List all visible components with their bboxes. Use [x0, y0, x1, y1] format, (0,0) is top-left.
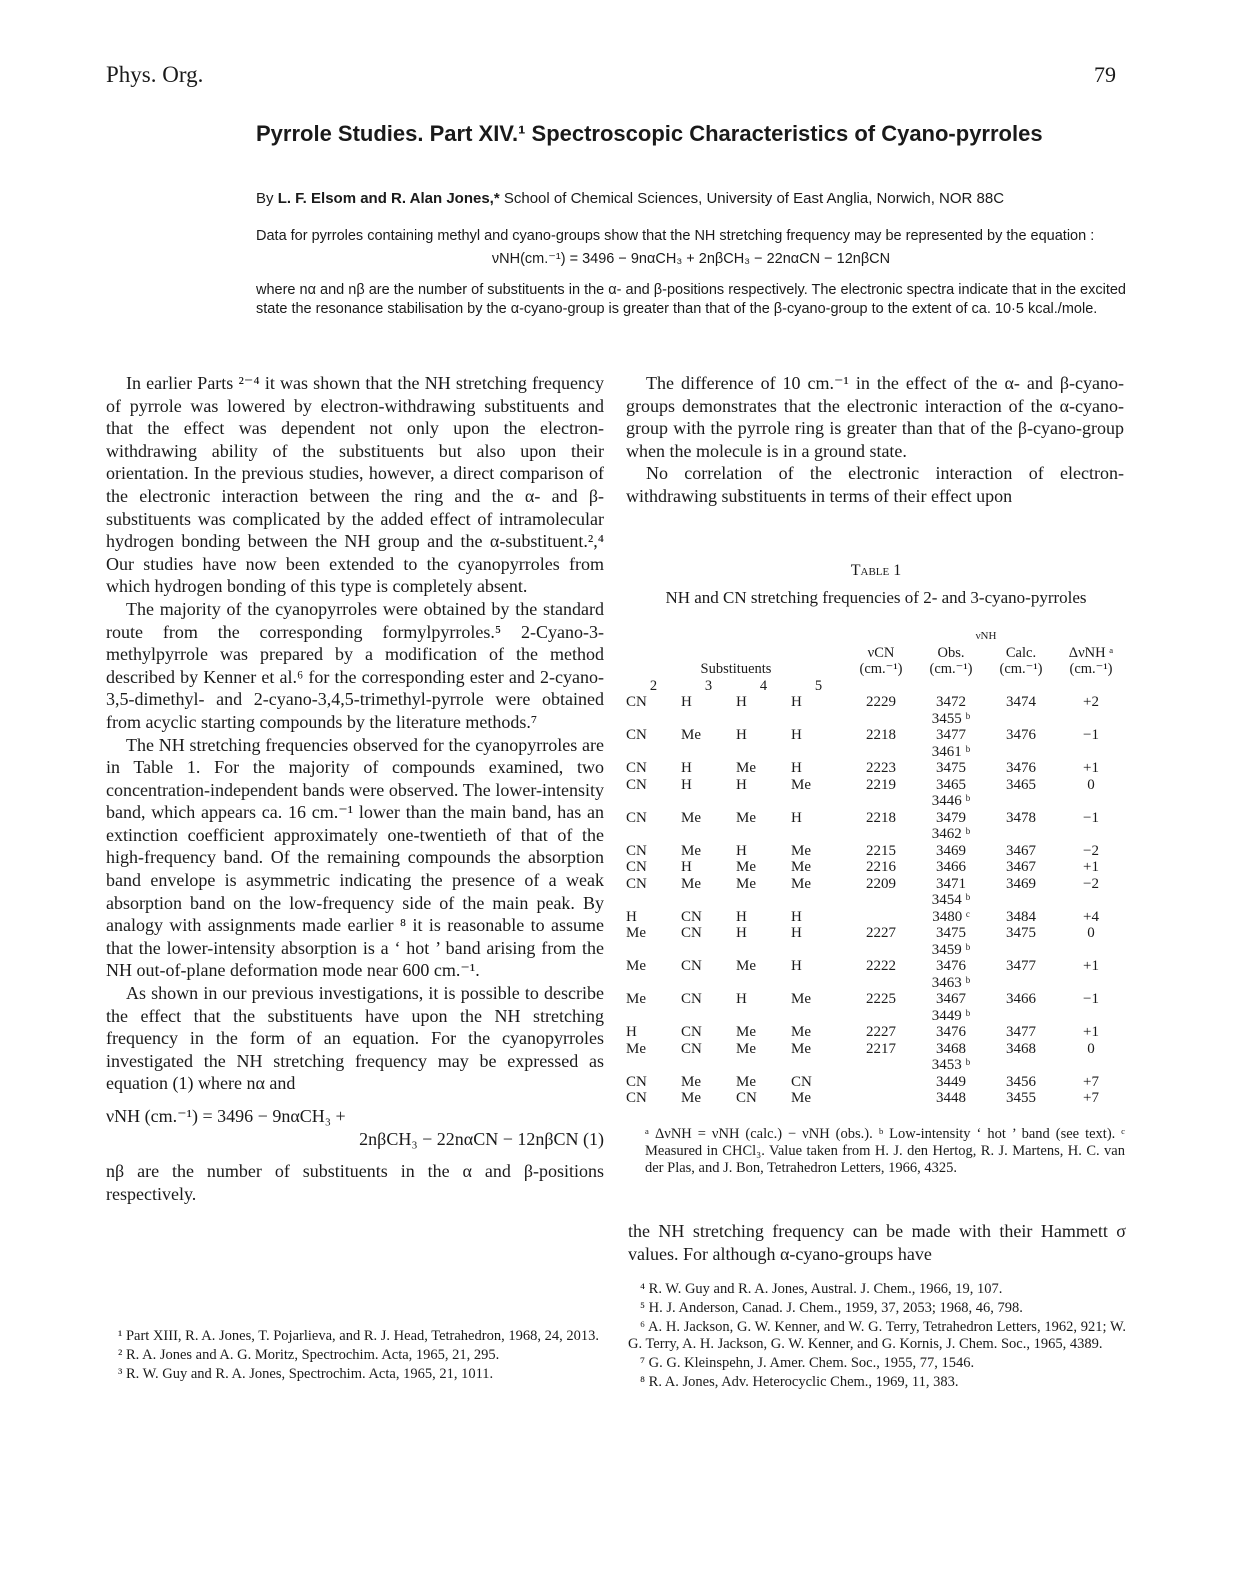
obs-hot-band: 3454 ᵇ [931, 892, 971, 908]
cell-pos-5: Me [791, 1090, 811, 1106]
cell-pos-3: Me [681, 727, 701, 743]
cell-obs [916, 1074, 986, 1091]
cell-pos-2: Me [626, 1040, 646, 1057]
cell-pos-2: CN [626, 694, 647, 710]
cell-vcn: 2227 [866, 1024, 896, 1040]
obs-hot-band: 3461 ᵇ [931, 743, 971, 760]
table-row [626, 1024, 1126, 1041]
obs-main: 3468 [936, 1040, 966, 1057]
cell-pos-3: Me [681, 842, 701, 859]
cell-vcn: 2218 [866, 727, 896, 743]
cell-obs [916, 1024, 986, 1041]
cell-pos-2: CN [626, 875, 647, 892]
right-column-lower [628, 1220, 1126, 1265]
table-row [626, 909, 1126, 926]
table-label: Table 1 [850, 562, 902, 579]
table-row [626, 1090, 1126, 1107]
body-paragraph-1: In earlier Parts ²⁻⁴ it was shown that the NH stretching frequency of pyrrole was lowered by electron-withdrawing substituents and that the effect was dependent not only upon the electron-withdrawing ability of the substituents but also upon their orientation. In the previous studies, however, a direct comparison of the electronic interaction between the ring and the α- and β-substituents was complicated by the added effect of intramolecular hydrogen bonding between the NH group and the α-substituent.²,⁴ Our studies have now been extended to the cyanopyrroles from which hydrogen bonding of this type is completely absent. [106, 373, 604, 597]
cell-pos-5: Me [791, 859, 811, 875]
cell-pos-3: Me [681, 1073, 701, 1090]
footnote-5: ⁵ H. J. Anderson, Canad. J. Chem., 1959, 37, 2053; 1968, 46, 798. [640, 1300, 1023, 1316]
obs-main: 3467 [936, 991, 966, 1007]
cell-delta: +7 [1083, 1073, 1099, 1090]
cell-calc: 3468 [1006, 1040, 1036, 1057]
obs-main: 3471 [936, 875, 966, 892]
cell-calc: 3484 [1006, 908, 1036, 925]
cell-pos-5: Me [791, 1024, 811, 1040]
byline-prefix: By [256, 190, 274, 207]
cell-delta: 0 [1087, 1040, 1095, 1057]
cell-vcn [846, 1074, 916, 1091]
cell-pos-5: Me [791, 842, 811, 859]
obs-hot-band: 3455 ᵇ [931, 710, 971, 727]
cell-pos-5: H [791, 809, 802, 826]
cell-pos-2: CN [626, 760, 647, 776]
obs-main: 3480 ᶜ [932, 908, 970, 925]
header-unit-obs: (cm.⁻¹) [929, 661, 973, 677]
table-row [626, 1041, 1126, 1074]
cell-calc: 3478 [1006, 809, 1036, 826]
footnotes-left [106, 1328, 604, 1385]
body-paragraph-2: The majority of the cyanopyrroles were obtained by the standard route from the corresponding formylpyrroles.⁵ 2-Cyano-3-methylpyrrole was prepared by a modification of the method described by Kenner et al.⁶ for the corresponding ester and 2-cyano-3,5-dimethyl- and 2-cyano-3,4,5-trimethyl-pyrrole were obtained from acyclic starting compounds by the literature methods.⁷ [106, 598, 604, 732]
cell-pos-4: H [736, 908, 747, 925]
cell-calc: 3476 [1006, 727, 1036, 743]
cell-pos-4: Me [736, 809, 756, 826]
cell-obs [916, 925, 986, 958]
header-pos-4: 4 [759, 677, 768, 694]
table-row [626, 777, 1126, 810]
cell-pos-5: CN [791, 1073, 812, 1090]
cell-calc: 3475 [1006, 925, 1036, 941]
cell-calc: 3467 [1006, 842, 1036, 859]
cell-pos-2: CN [626, 776, 647, 793]
header-pos-2: 2 [649, 677, 658, 694]
table-row [626, 810, 1126, 843]
body-paragraph-3: The NH stretching frequencies observed for the cyanopyrroles are in Table 1. For the majority of compounds examined, two concentration-independent bands were observed. The lower-intensity band, which appears ca. 16 cm.⁻¹ lower than the main band, has an extinction coefficient approximately one-twentieth of that of the high-frequency band. Of the remaining compounds the absorption band envelope is asymmetric indicating the presence of a weak absorption band on the low-frequency side of the main peak. By analogy with assignments made earlier ⁸ it is reasonable to assume that the lower-intensity absorption is a ‘ hot ’ band arising from the NH out-of-plane deformation mode near 600 cm.⁻¹. [106, 734, 604, 981]
table-row [626, 925, 1126, 958]
cell-pos-3: H [681, 760, 692, 776]
cell-pos-4: H [736, 776, 747, 793]
cell-vcn: 2223 [866, 760, 896, 776]
table-row [626, 859, 1126, 876]
cell-delta: −1 [1083, 809, 1099, 826]
cell-obs [916, 727, 986, 760]
abstract-part1: Data for pyrroles containing methyl and cyano-groups show that the NH stretching frequency may be represented by the equation : [256, 228, 1095, 244]
cell-calc: 3456 [1006, 1073, 1036, 1090]
abstract-equation: νNH(cm.⁻¹) = 3496 − 9nαCH₃ + 2nβCH₃ − 22nαCN − 12nβCN [491, 251, 891, 267]
authors: L. F. Elsom and R. Alan Jones,* [277, 190, 500, 207]
cell-delta: +1 [1083, 1024, 1099, 1040]
cell-vcn: 2219 [866, 776, 896, 793]
footnote-8: ⁸ R. A. Jones, Adv. Heterocyclic Chem., 1969, 11, 383. [640, 1374, 959, 1390]
cell-pos-5: H [791, 958, 802, 974]
cell-vcn: 2216 [866, 859, 896, 875]
cell-obs [916, 777, 986, 810]
page-number: 79 [1094, 62, 1116, 87]
cell-pos-3: CN [681, 958, 702, 974]
cell-obs [916, 694, 986, 727]
cell-pos-5: Me [791, 875, 811, 892]
cell-delta: −1 [1083, 991, 1099, 1007]
cell-vcn: 2225 [866, 991, 896, 1007]
cell-pos-3: CN [681, 908, 702, 925]
header-unit-vcn: (cm.⁻¹) [859, 661, 903, 677]
cell-delta: +1 [1083, 760, 1099, 776]
cell-pos-5: Me [791, 776, 811, 793]
obs-main: 3472 [936, 694, 966, 710]
obs-main: 3448 [936, 1090, 966, 1106]
header-nh: νNH [975, 630, 997, 642]
cell-vcn: 2222 [866, 958, 896, 974]
cell-calc: 3476 [1006, 760, 1036, 776]
obs-hot-band: 3462 ᵇ [931, 826, 971, 842]
cell-pos-3: Me [681, 1090, 701, 1106]
right-column [626, 372, 1124, 508]
cell-pos-4: Me [736, 1073, 756, 1090]
header-vcn: νCN [867, 644, 895, 661]
obs-main: 3476 [936, 958, 966, 974]
cell-vcn: 2229 [866, 694, 896, 710]
cell-pos-2: Me [626, 991, 646, 1007]
byline [256, 190, 1136, 207]
cell-pos-5: H [791, 925, 802, 941]
cell-delta: 0 [1087, 776, 1095, 793]
obs-main: 3466 [936, 859, 966, 875]
table-row [626, 958, 1126, 991]
header-obs: Obs. [937, 644, 965, 661]
cell-pos-3: Me [681, 809, 701, 826]
obs-hot-band: 3446 ᵇ [931, 793, 971, 809]
table-row [626, 760, 1126, 777]
abstract-part2: where nα and nβ are the number of substituents in the α- and β-positions respectively. The electronic spectra indicate that in the excited state the resonance stabilisation by the α-cyano-group is greater than that of the β-cyano-group to the extent of ca. 10·5 kcal./mole. [256, 282, 1126, 317]
obs-main: 3479 [936, 809, 966, 826]
cell-pos-4: Me [736, 859, 756, 875]
header-unit-delta: (cm.⁻¹) [1069, 661, 1113, 677]
header-pos-3: 3 [704, 677, 713, 694]
cell-calc: 3474 [1006, 694, 1036, 710]
cell-pos-3: H [681, 694, 692, 710]
cell-obs [916, 958, 986, 991]
obs-hot-band: 3449 ᵇ [931, 1007, 971, 1024]
body-paragraph-4: As shown in our previous investigations, it is possible to describe the effect that the substituents have upon the NH stretching frequency in the form of an equation. For the cyanopyrroles investigated the NH stretching frequency may be expressed as equation (1) where nα and [106, 983, 604, 1094]
cell-pos-2: H [626, 1024, 637, 1040]
header-calc: Calc. [1005, 644, 1037, 661]
cell-delta: 0 [1087, 925, 1095, 941]
cell-pos-3: CN [681, 1024, 702, 1040]
cell-calc: 3477 [1006, 1024, 1036, 1040]
affiliation: School of Chemical Sciences, University of East Anglia, Norwich, NOR 88C [503, 190, 1005, 207]
cell-pos-5: Me [791, 991, 811, 1007]
cell-obs [916, 991, 986, 1024]
cell-vcn: 2209 [866, 875, 896, 892]
cell-pos-5: H [791, 908, 802, 925]
cell-pos-4: H [736, 694, 747, 710]
cell-delta: −1 [1083, 727, 1099, 743]
cell-delta: −2 [1083, 875, 1099, 892]
cell-pos-2: Me [626, 925, 646, 941]
cell-obs [916, 843, 986, 860]
cell-vcn: 2218 [866, 809, 896, 826]
cell-pos-4: H [736, 842, 747, 859]
body-right-paragraph-3: the NH stretching frequency can be made with their Hammett σ values. For although α-cyano-groups have [628, 1221, 1126, 1264]
obs-hot-band: 3459 ᵇ [931, 941, 971, 958]
cell-pos-2: CN [626, 727, 647, 743]
table-row [626, 694, 1126, 727]
cell-pos-5: H [791, 727, 802, 743]
table-row [626, 991, 1126, 1024]
table-row [626, 843, 1126, 860]
cell-obs [916, 810, 986, 843]
cell-calc: 3469 [1006, 875, 1036, 892]
table-body [626, 694, 1126, 1107]
obs-main: 3469 [936, 842, 966, 859]
equation-1-line-2: 2nβCH₃ − 22nαCN − 12nβCN (1) [359, 1128, 604, 1149]
cell-obs [916, 909, 986, 926]
cell-delta: −2 [1083, 842, 1099, 859]
header-delta: ΔνNH ᵃ [1068, 644, 1114, 661]
cell-obs [916, 876, 986, 909]
cell-vcn: 2215 [866, 842, 896, 859]
footnotes-right [628, 1281, 1126, 1393]
cell-calc: 3465 [1006, 776, 1036, 793]
cell-calc: 3455 [1006, 1090, 1036, 1106]
cell-vcn: 2217 [866, 1040, 896, 1057]
obs-main: 3477 [936, 727, 966, 743]
cell-pos-2: CN [626, 842, 647, 859]
cell-pos-4: H [736, 991, 747, 1007]
body-right-paragraph-2: No correlation of the electronic interaction of electron-withdrawing substituents in terms of their effect upon [626, 463, 1124, 506]
cell-delta: +2 [1083, 694, 1099, 710]
cell-pos-2: Me [626, 958, 646, 974]
footnote-6: ⁶ A. H. Jackson, G. W. Kenner, and W. G. Terry, Tetrahedron Letters, 1962, 921; W. G. Terry, A. H. Jackson, G. W. Kenner, and G. Kornis, J. Chem. Soc., 1965, 4389. [628, 1319, 1126, 1352]
cell-pos-2: CN [626, 859, 647, 875]
running-head: Phys. Org. [106, 62, 204, 87]
table-row [626, 727, 1126, 760]
footnote-3: ³ R. W. Guy and R. A. Jones, Spectrochim. Acta, 1965, 21, 1011. [118, 1366, 494, 1382]
equation-1-line-1: νNH (cm.⁻¹) = 3496 − 9nαCH₃ + [106, 1106, 346, 1126]
cell-delta: +1 [1083, 958, 1099, 974]
cell-pos-3: CN [681, 925, 702, 941]
cell-delta: +4 [1083, 908, 1099, 925]
cell-pos-3: CN [681, 1040, 702, 1057]
obs-main: 3465 [936, 776, 966, 793]
cell-pos-5: H [791, 694, 802, 710]
footnote-2: ² R. A. Jones and A. G. Moritz, Spectrochim. Acta, 1965, 21, 295. [118, 1347, 500, 1363]
obs-hot-band: 3453 ᵇ [931, 1057, 971, 1073]
cell-calc: 3467 [1006, 859, 1036, 875]
cell-pos-4: H [736, 727, 747, 743]
table-1 [626, 628, 1126, 1107]
cell-pos-4: Me [736, 760, 756, 776]
cell-pos-2: H [626, 908, 637, 925]
body-right-paragraph-1: The difference of 10 cm.⁻¹ in the effect of the α- and β-cyano-groups demonstrates that the electronic interaction of the α-cyano-group with the pyrrole ring is greater than that of the β-cyano-group when the molecule is in a ground state. [626, 373, 1124, 461]
equation-1 [106, 1105, 604, 1150]
cell-obs [916, 1041, 986, 1074]
body-paragraph-5: nβ are the number of substituents in the α and β-positions respectively. [106, 1161, 604, 1204]
left-column [106, 372, 604, 1205]
table-row [626, 876, 1126, 909]
cell-pos-4: Me [736, 875, 756, 892]
cell-pos-2: CN [626, 809, 647, 826]
table-caption: NH and CN stretching frequencies of 2- and 3-cyano-pyrroles [665, 588, 1087, 607]
cell-pos-2: CN [626, 1073, 647, 1090]
cell-delta: +7 [1083, 1090, 1099, 1106]
cell-obs [916, 859, 986, 876]
footnote-1: ¹ Part XIII, R. A. Jones, T. Pojarlieva, and R. J. Head, Tetrahedron, 1968, 24, 2013. [118, 1328, 599, 1344]
obs-main: 3475 [936, 925, 966, 941]
cell-calc: 3466 [1006, 991, 1036, 1007]
header-pos-5: 5 [814, 677, 823, 694]
cell-pos-2: CN [626, 1090, 647, 1106]
cell-pos-4: Me [736, 1040, 756, 1057]
cell-pos-4: Me [736, 1024, 756, 1040]
cell-vcn [846, 909, 916, 926]
cell-pos-4: CN [736, 1090, 757, 1106]
cell-pos-3: CN [681, 991, 702, 1007]
cell-pos-4: Me [736, 958, 756, 974]
table-notes: ᵃ ΔνNH = νNH (calc.) − νNH (obs.). ᵇ Low-intensity ‘ hot ’ band (see text). ᶜ Measured in CHCl₃. Value taken from H. J. den Hertog, R. J. Martens, H. C. van der Plas, and J. Bon, Tetrahedron Letters, 1966, 4325. [645, 1126, 1125, 1176]
table-caption-block [626, 560, 1126, 608]
abstract [256, 227, 1126, 319]
article-title: Pyrrole Studies. Part XIV.¹ Spectroscopic Characteristics of Cyano-pyrroles [256, 121, 1043, 146]
cell-pos-3: Me [681, 875, 701, 892]
table-row [626, 1074, 1126, 1091]
cell-calc: 3477 [1006, 958, 1036, 974]
header-substituents: Substituents [700, 661, 772, 677]
cell-vcn: 2227 [866, 925, 896, 941]
footnote-7: ⁷ G. G. Kleinspehn, J. Amer. Chem. Soc., 1955, 77, 1546. [640, 1355, 975, 1371]
obs-main: 3449 [936, 1073, 966, 1090]
cell-pos-3: H [681, 859, 692, 875]
obs-main: 3475 [936, 760, 966, 776]
obs-hot-band: 3463 ᵇ [931, 974, 971, 991]
cell-pos-5: Me [791, 1040, 811, 1057]
cell-vcn [846, 1090, 916, 1107]
obs-main: 3476 [936, 1024, 966, 1040]
header-unit-calc: (cm.⁻¹) [999, 661, 1043, 677]
footnote-4: ⁴ R. W. Guy and R. A. Jones, Austral. J. Chem., 1966, 19, 107. [640, 1281, 1003, 1297]
cell-pos-5: H [791, 760, 802, 776]
cell-pos-3: H [681, 776, 692, 793]
cell-obs [916, 1090, 986, 1107]
cell-pos-4: H [736, 925, 747, 941]
cell-delta: +1 [1083, 859, 1099, 875]
cell-obs [916, 760, 986, 777]
